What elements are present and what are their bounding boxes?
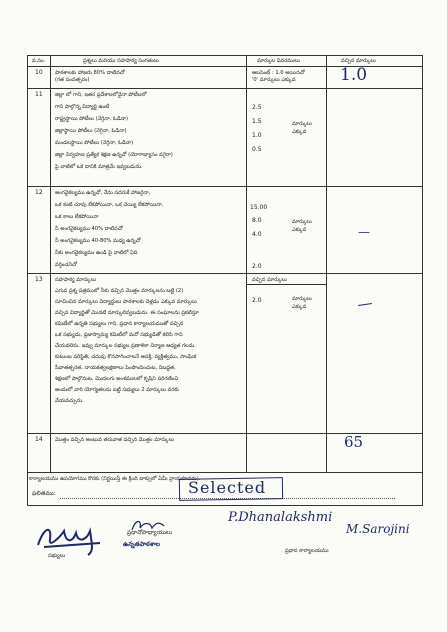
row-text: నీకు అంగవైకల్యము ఉండి పై వాటిలో ఏది xyxy=(55,250,138,256)
marks-value: 2.0 xyxy=(252,263,262,270)
marks-value: 0.5 xyxy=(252,146,262,153)
row-text: సహపాఠ్య మార్కులు xyxy=(55,277,97,283)
headmaster-stamp: ఉన్నతపాఠశాల xyxy=(123,540,161,548)
marks-column-header: వచ్చిన మార్కులు xyxy=(252,277,287,283)
row-text: జిల్లా లో గాని, ఇతర ప్రదేశాలలోనైనా పోటీలలో xyxy=(55,92,147,98)
member-caption: సభ్యులు xyxy=(48,553,66,559)
row-number: 13 xyxy=(35,276,43,283)
marks-value: 2.0 xyxy=(252,297,262,304)
row-text: వచ్చిన విద్యార్థితో మొదటి మార్కులివ్వబడును. ఈ సంఘాలను ప్రకటిస్తూ xyxy=(55,310,199,316)
row-text: నీ అంగవైకల్యము 40% దాటినచో xyxy=(55,226,123,232)
marks-value: 15.00 xyxy=(250,204,268,211)
row-text: అందులో వారి యోగ్యతలను బట్టి సభ్యులు 2 మార్కులు వరకు xyxy=(55,387,179,393)
row-text: సేవాతత్పరత, నాయకత్వలక్షణాలు పెంపొందించుట, నిబద్ధత, xyxy=(55,365,176,371)
row-text: కమిటీలో ఉన్నతి సభ్యులు గాని, ప్రధాన కార్యాలయముతో వచ్చిన xyxy=(55,321,184,327)
column-divider xyxy=(246,56,247,472)
row-text: వర్తించనిచో xyxy=(55,262,77,268)
table-row xyxy=(28,273,422,434)
row-text: ఒక కాలు లేకపోయినా xyxy=(55,214,99,220)
row-text: కుటుంబ పరిస్థితి, చదువు కొనసాగించాలనే ఆసక్తి, వ్యక్తిత్వము, సాంఘిక xyxy=(55,354,197,360)
row-text: జిల్లాస్థాయి పోటీలు (నెగ్గినా, ఓడినా) xyxy=(55,128,127,134)
row-text: గాని పాల్గొన్న విద్యార్థి ఉంటే xyxy=(55,104,110,110)
header-questions: ప్రశ్నలు మరియు సహపాఠ్య సంగతులు xyxy=(83,58,159,64)
total-marks: 65 xyxy=(344,433,364,451)
header-marks-details: మార్కుల వివరములు xyxy=(257,58,300,64)
marks-value: 4.0 xyxy=(252,231,262,238)
marks-subheader-divider xyxy=(246,284,326,285)
marks-note: ఎక్కువ xyxy=(292,227,307,233)
row-text: మొత్తం వచ్చిన అంటువ తరువాత వచ్చిన మొత్తం మార్కులు xyxy=(55,437,175,443)
headmaster-title: ప్రధానోపాధ్యాయులు xyxy=(127,530,173,536)
office-use-note: కార్యాలయము ఉపయోగము కొరకు (నిర్ణయిస్తే ఈ క్రింది బాక్సులో ఏమీ వ్రాయకూడదు). xyxy=(29,476,201,482)
row-text: సూచించిన మార్కులు విద్యార్థులు పాఠశాలకు వెళ్లడం ఎక్కువ మార్కులు xyxy=(55,299,197,305)
row-text: జిల్లా నిర్వహణ ప్రత్యేక శిక్షణ ఉన్నచో (యోగాభ్యాసం వగైరా) xyxy=(55,152,173,158)
marks-value: 2.5 xyxy=(252,104,262,111)
signature-sarojini: M.Sarojini xyxy=(346,522,410,536)
table-row xyxy=(28,88,422,187)
row-number: 14 xyxy=(35,436,43,443)
marks-note: మార్కులు xyxy=(292,296,312,302)
handwritten-dash xyxy=(358,303,372,306)
marks-value: 8.0 xyxy=(252,217,262,224)
row-number: 10 xyxy=(35,69,43,76)
row-text: శిక్షణలో పాల్గొనుట, మొదలగు అంశములలో కృషిని పరిగణించి xyxy=(55,376,179,382)
row-text: అంగవైకల్యము ఉన్నచో, నేను సదరుకే హాజరైనా, xyxy=(55,190,151,196)
office-caption: ప్రధాన కార్యాలయము xyxy=(285,548,329,554)
table-row xyxy=(28,186,422,274)
marks-value: 1.0 xyxy=(252,132,262,139)
row-text: ఒక కంటి చూపు లేకపోయినా, ఒక చెయ్యి లేకపోయినా, xyxy=(55,202,164,208)
marks-note: ఎక్కువ xyxy=(292,129,307,135)
row-text: పై వాటిలో ఒక దానికి మాత్రమే ఇవ్వబడును. xyxy=(55,164,143,170)
row-text: ఒక సభ్యుడు, ప్రజాస్వామ్య కమిటీలో మరో సభ్యుడితో కలిసి గాని xyxy=(55,332,183,338)
header-sno: వ.సం. xyxy=(32,58,46,64)
table-row xyxy=(28,66,422,89)
scholarship-marks-table xyxy=(27,55,423,473)
row-text: మండలస్థాయి పోటీలు (నెగ్గినా, ఓడినా) xyxy=(55,140,134,146)
row-text: ఎగువ ప్రశ్న పత్రములో నీకు వచ్చిన మొత్తం మార్కులను బట్టి (2) xyxy=(55,288,184,294)
row-text: రాష్ట్రస్థాయి పోటీలు (నెగ్గినా, ఓడినా) xyxy=(55,116,128,122)
row-text: నీ అంగవైకల్యము 40-80% మధ్య ఉన్నచో xyxy=(55,238,141,244)
marks-obtained: 1.0 xyxy=(340,65,368,85)
header-marks-obtained: వచ్చిన మార్కులు xyxy=(341,58,376,64)
row-text: (గత సంవత్సరం) xyxy=(55,77,90,83)
row-text: చేయవలెను. ఇవ్వు మార్కుల సభ్యుల ప్రణాళికా నిర్మాణ ఆధ్యత గలదు. xyxy=(55,343,196,349)
row-number: 12 xyxy=(35,189,43,196)
marks-note: ఆబసెంట్ : 1.0 అయినచో xyxy=(252,70,305,76)
row-number: 11 xyxy=(35,91,43,98)
marks-value: 1.5 xyxy=(252,118,262,125)
signature-dhanalakshmi: P.Dhanalakshmi xyxy=(228,510,333,525)
marks-note: '0' మార్కులు ఎక్కువ xyxy=(252,77,296,83)
marks-note: మార్కులు xyxy=(292,219,312,225)
result-value: Selected xyxy=(188,478,267,497)
column-divider xyxy=(50,56,51,472)
row-text: వేయవచ్చును. xyxy=(55,398,84,404)
marks-note: ఎక్కువ xyxy=(292,304,307,310)
marks-note: మార్కులు xyxy=(292,121,312,127)
result-label: ఫలితము: xyxy=(32,490,56,497)
member-signature xyxy=(30,517,110,557)
column-divider xyxy=(326,56,327,472)
row-text: పాఠశాలకు హాజరు 80% దాటినచో xyxy=(55,70,125,76)
marks-obtained: — xyxy=(358,225,370,239)
